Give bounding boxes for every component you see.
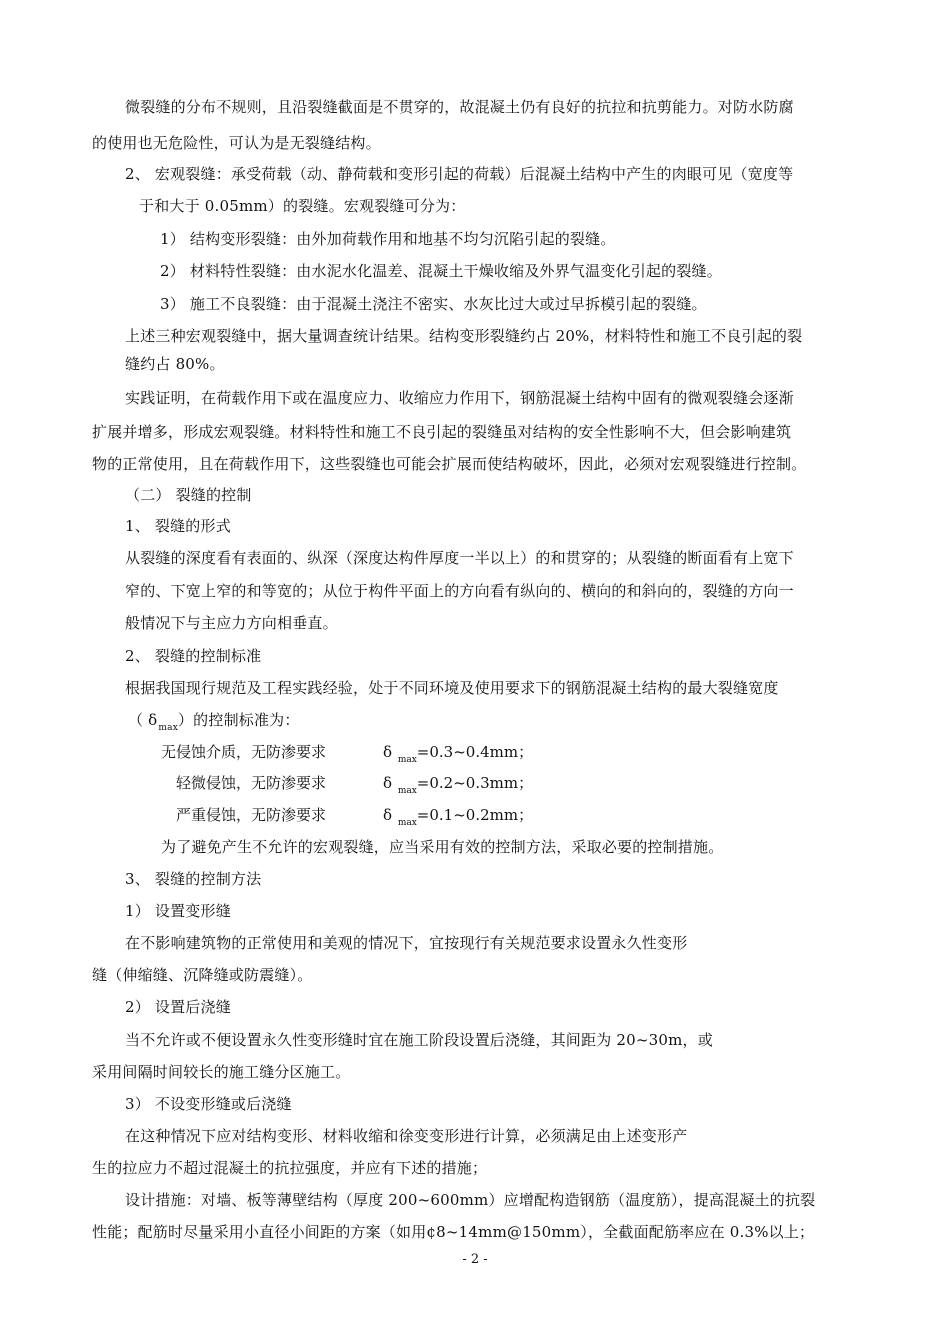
paragraph-line: 从裂缝的深度看有表面的、纵深（深度达构件厚度一半以上）的和贯穿的；从裂缝的断面看有上宽下 [125, 549, 794, 567]
paragraph-line: 根据我国现行规范及工程实践经验，处于不同环境及使用要求下的钢筋混凝土结构的最大裂缝宽度 [125, 679, 779, 697]
list-item: 2、 宏观裂缝：承受荷载（动、静荷载和变形引起的荷载）后混凝土结构中产生的肉眼可见（宽度等 [125, 165, 794, 183]
delta-symbol: δ [383, 774, 393, 792]
paragraph-line: 扩展并增多，形成宏观裂缝。材料特性和施工不良引起的裂缝虽对结构的安全性影响不大，但会影响建筑 [92, 423, 792, 441]
list-item: 1） 结构变形裂缝：由外加荷载作用和地基不均匀沉陷引起的裂缝。 [160, 230, 616, 248]
list-item: 2） 设置后浇缝 [125, 998, 231, 1016]
list-item: 2） 材料特性裂缝：由水泥水化温差、混凝土干燥收缩及外界气温变化引起的裂缝。 [160, 262, 722, 280]
max-subscript: max [397, 786, 417, 796]
paragraph-line: 缝（伸缩缝、沉降缝或防震缝）。 [92, 966, 313, 984]
paragraph-line: 微裂缝的分布不规则，且沿裂缝截面是不贯穿的，故混凝土仍有良好的抗拉和抗剪能力。对防水防腐 [125, 98, 794, 116]
criteria-value: =0.1~0.2mm； [416, 806, 534, 824]
paragraph-line: 设计措施：对墙、板等薄壁结构（厚度 200~600mm）应增配构造钢筋（温度筋），提高混凝土的抗裂 [125, 1191, 816, 1209]
criteria-value: =0.3~0.4mm； [416, 743, 534, 761]
delta-symbol: δ [383, 806, 393, 824]
page-number: - 2 - [462, 1252, 488, 1267]
delta-intro-sub: max [158, 723, 178, 733]
paragraph-line: 采用间隔时间较长的施工缝分区施工。 [92, 1063, 351, 1081]
delta-symbol: δ [383, 743, 393, 761]
paragraph-line: 般情况下与主应力方向相垂直。 [125, 614, 338, 632]
max-subscript: max [397, 755, 417, 765]
paragraph-line: 为了避免产生不允许的宏观裂缝，应当采用有效的控制方法，采取必要的控制措施。 [161, 838, 724, 856]
list-item: 3） 施工不良裂缝：由于混凝土浇注不密实、水灰比过大或过早拆模引起的裂缝。 [160, 295, 707, 313]
delta-intro-line [128, 710, 300, 733]
criteria-label: 无侵蚀介质，无防渗要求 [161, 743, 327, 761]
paragraph-line: 在这种情况下应对结构变形、材料收缩和徐变变形进行计算，必须满足由上述变形产 [125, 1127, 688, 1145]
paragraph-line: 在不影响建筑物的正常使用和美观的情况下，宜按现行有关规范要求设置永久性变形 [125, 934, 688, 952]
criteria-formula [383, 805, 533, 828]
subsection-heading: 3、 裂缝的控制方法 [125, 870, 262, 888]
subsection-heading: 2、 裂缝的控制标准 [125, 647, 262, 665]
paragraph-line: 当不允许或不便设置永久性变形缝时宜在施工阶段设置后浇缝，其间距为 20~30m，或 [125, 1031, 713, 1049]
paragraph-line: 实践证明，在荷载作用下或在温度应力、收缩应力作用下，钢筋混凝土结构中固有的微观裂缝会逐渐 [125, 389, 794, 407]
delta-intro-close: ）的控制标准为： [177, 711, 300, 729]
criteria-formula [383, 742, 533, 765]
subsection-heading: 1、 裂缝的形式 [125, 517, 231, 535]
paragraph-line: 的使用也无危险性，可认为是无裂缝结构。 [92, 134, 381, 152]
paragraph-line: 上述三种宏观裂缝中，据大量调查统计结果。结构变形裂缝约占 20%，材料特性和施工不良引起的裂 [125, 327, 803, 345]
section-heading: （二） 裂缝的控制 [125, 486, 252, 504]
max-subscript: max [397, 818, 417, 828]
criteria-formula [383, 773, 533, 796]
criteria-value: =0.2~0.3mm； [416, 774, 534, 792]
paragraph-line: 生的拉应力不超过混凝土的抗拉强度，并应有下述的措施； [92, 1159, 488, 1177]
criteria-label: 轻微侵蚀，无防渗要求 [176, 774, 327, 792]
paragraph-line: 于和大于 0.05mm）的裂缝。宏观裂缝可分为： [139, 197, 466, 215]
delta-intro-open: （ δ [128, 711, 158, 729]
paragraph-line: 窄的、下宽上窄的和等宽的；从位于构件平面上的方向看有纵向的、横向的和斜向的，裂缝的方向一 [125, 582, 794, 600]
criteria-label: 严重侵蚀，无防渗要求 [176, 806, 327, 824]
list-item: 1） 设置变形缝 [125, 902, 231, 920]
paragraph-line: 缝约占 80%。 [125, 355, 225, 373]
list-item: 3） 不设变形缝或后浇缝 [125, 1095, 292, 1113]
paragraph-line: 性能；配筋时尽量采用小直径小间距的方案（如用¢8~14mm@150mm），全截面配筋率应在 0.3%以上； [92, 1223, 815, 1241]
paragraph-line: 物的正常使用，且在荷载作用下，这些裂缝也可能会扩展而使结构破坏，因此，必须对宏观裂缝进行控制。 [92, 455, 807, 473]
